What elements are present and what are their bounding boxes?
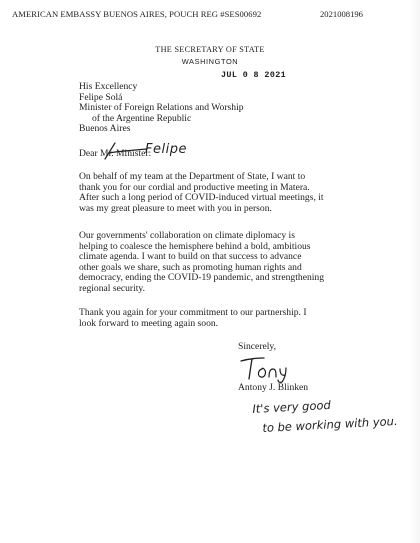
- address-line: His Excellency: [79, 81, 138, 92]
- body-paragraph-3: [79, 308, 379, 329]
- routing-header: AMERICAN EMBASSY BUENOS AIRES, POUCH REG #SES00692: [12, 9, 262, 19]
- paragraph-line: Thank you again for your commitment to our partnership. I: [79, 307, 307, 318]
- body-paragraph-2: [79, 231, 379, 295]
- closing-sincerely: Sincerely,: [238, 341, 277, 352]
- paragraph-line: climate agenda. I want to build on that success to advance: [79, 251, 302, 263]
- address-line: of the Argentine Republic: [92, 112, 192, 124]
- letterhead-title: THE SECRETARY OF STATE: [155, 45, 265, 54]
- signer-name: Antony J. Blinken: [238, 382, 309, 393]
- recipient-address: [79, 82, 244, 135]
- paragraph-line: Our governments' collaboration on climate diplomacy is: [79, 230, 295, 241]
- paragraph-line: democracy, ending the COVID-19 pandemic, and strengthening: [79, 272, 325, 284]
- handwritten-first-name: Felipe: [145, 142, 187, 157]
- signature-graphic: [238, 355, 298, 383]
- paragraph-line: After such a long period of COVID-induced virtual meetings, it: [79, 192, 324, 204]
- handwritten-note-line: to be working with you.: [262, 413, 398, 435]
- paragraph-line: On behalf of my team at the Department of State, I want to: [79, 171, 306, 182]
- paragraph-line: helping to coalesce the hemisphere behind a bold, ambitious: [79, 240, 311, 252]
- address-line: Buenos Aires: [79, 123, 131, 135]
- address-line: Minister of Foreign Relations and Worship: [79, 102, 244, 114]
- handwritten-note-line: It's very good: [252, 397, 332, 416]
- paragraph-line: look forward to meeting again soon.: [79, 317, 219, 329]
- date-stamp: JUL 0 8 2021: [221, 70, 287, 80]
- paragraph-line: was my great pleasure to meet with you in person.: [79, 202, 272, 214]
- salutation: Dear Mr. Minister:: [79, 148, 152, 159]
- address-line: Felipe Solá: [79, 91, 123, 103]
- scan-edge-shadow: [408, 0, 420, 543]
- paragraph-line: regional security.: [79, 282, 145, 294]
- control-number: 2021008196: [320, 9, 363, 19]
- paragraph-line: other goals we share, such as promoting human rights and: [79, 261, 302, 273]
- paragraph-line: thank you for our cordial and productive meeting in Matera.: [79, 181, 310, 193]
- body-paragraph-1: [79, 172, 379, 214]
- letterhead-city: WASHINGTON: [181, 57, 239, 66]
- handwritten-strikethrough: [103, 141, 151, 161]
